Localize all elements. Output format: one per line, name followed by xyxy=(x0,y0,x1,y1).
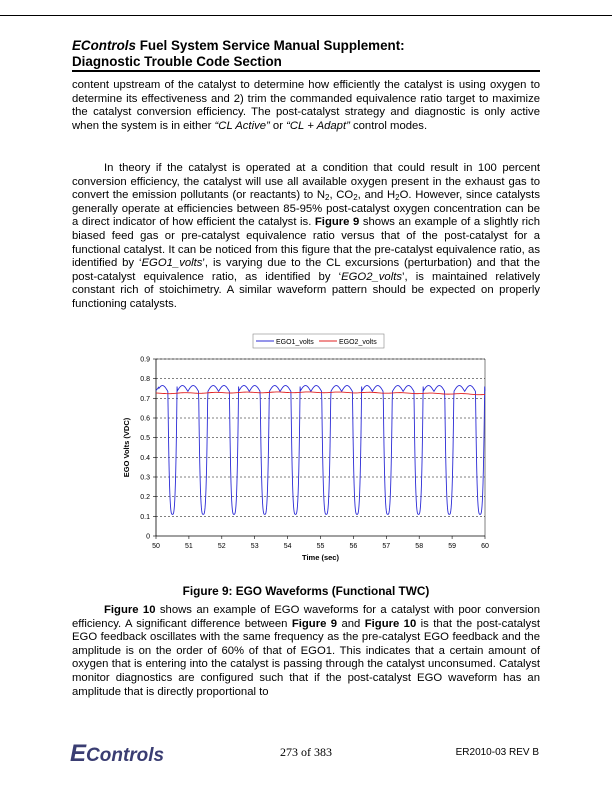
p3-fig9: Figure 9 xyxy=(291,617,338,630)
chart-frame xyxy=(117,332,495,570)
y-tick-label: 0.5 xyxy=(140,435,150,443)
header-subtitle: Diagnostic Trouble Code Section xyxy=(72,54,282,69)
top-rule xyxy=(0,15,612,16)
p3-and: and xyxy=(337,617,365,630)
p2-g: ’, is maintained relatively constant rich of stoichimetry. A similar waveform pattern should be expected on properly functioning catalysts. xyxy=(72,270,540,310)
p2-sub1: 2 xyxy=(325,193,330,203)
paragraph-2 xyxy=(72,162,540,312)
y-tick-label: 0.8 xyxy=(140,376,150,384)
x-axis-label: Time (sec) xyxy=(302,553,339,562)
p1-text-a: content upstream of the catalyst to determine how efficiently the catalyst is using oxygen to determine its effectiveness and 2) trim the commanded equivalence ratio target to maximize the catalyst conversion efficiency. The post-catalyst strategy and diagnostic is only active when the system is in either xyxy=(72,79,540,132)
p2-sub2: 2 xyxy=(353,193,358,203)
p2-fig-ref: Figure 9 xyxy=(314,216,360,229)
x-tick-label: 59 xyxy=(448,543,456,550)
y-tick-label: 0.1 xyxy=(140,513,150,521)
ego-waveform-chart xyxy=(116,331,496,571)
y-axis-label: EGO Volts (VDC) xyxy=(122,417,131,478)
x-tick-label: 51 xyxy=(185,543,193,550)
y-tick-label: 0.9 xyxy=(140,356,150,364)
figure-caption: Figure 9: EGO Waveforms (Functional TWC) xyxy=(182,584,430,598)
p2-ego2: EGO2_volts xyxy=(341,270,402,283)
paragraph-3 xyxy=(72,604,540,699)
header-title-text: Fuel System Service Manual Supplement: xyxy=(135,38,405,53)
y-tick-label: 0.2 xyxy=(140,494,150,502)
paragraph-1 xyxy=(72,79,540,133)
x-tick-label: 52 xyxy=(217,543,226,550)
page-number: 273 of 383 xyxy=(280,745,332,759)
p2-e: shows an example of a slightly rich biased feed gas or pre-catalyst equivalence ratio versus that of the post-catalyst for a functional catalyst. It can be noticed from this figure that the pre-catalyst equivalence ratio, as identified by ‘ xyxy=(72,216,540,270)
logo-text: Controls xyxy=(86,745,165,766)
document-id: ER2010-03 REV B xyxy=(455,747,539,758)
y-tick-label: 0.6 xyxy=(140,415,150,423)
x-tick-label: 55 xyxy=(316,543,325,550)
x-tick-label: 56 xyxy=(349,543,358,550)
p2-f: ’, is varying due to the CL excursions (perturbation) and that the post-catalyst equivalence ratio, as identified by ‘ xyxy=(72,257,540,283)
x-tick-label: 57 xyxy=(382,543,391,550)
x-tick-label: 58 xyxy=(415,543,424,550)
p2-c: , and H xyxy=(357,189,396,202)
legend-label-ego2: EGO2_volts xyxy=(339,339,377,346)
p3-a: shows an example of EGO waveforms for a catalyst with poor conversion efficiency. A significant difference between xyxy=(72,604,540,630)
x-tick-label: 60 xyxy=(481,543,489,550)
p2-b: , CO xyxy=(329,189,354,202)
p3-fig10: Figure 10 xyxy=(104,604,156,616)
header-brand: EControls xyxy=(72,38,136,53)
p2-a: In theory if the catalyst is operated at a condition that could result in 100 percent conversion efficiency, the catalyst will use all available oxygen present in the exhaust gas to convert the emission pollutants (or reactants) to N xyxy=(72,162,540,202)
p2-sub3: 2 xyxy=(395,193,400,203)
p1-mode2: “CL + Adapt” xyxy=(286,119,350,132)
p2-d: O. However, since catalysts generally operate at efficiencies between 85-95% post-catalyst oxygen concentration can be a direct indicator of how efficient the catalyst is. xyxy=(72,189,540,229)
header-rule xyxy=(72,70,540,72)
y-tick-label: 0.3 xyxy=(140,474,150,482)
y-tick-label: 0 xyxy=(146,533,150,541)
x-tick-label: 54 xyxy=(283,543,292,550)
p3-b: is that the post-catalyst EGO feedback oscillates with the same frequency as the pre-catalyst EGO feedback and the amplitude is on the order of 60% of that of EGO1. This indicates that a certain amount of oxygen that is entering into the catalyst is passing through the catalyst unconsumed. Catalyst monitor diagnostics are configured such that if the post-catalyst EGO waveform has an amplitude that is directly proportional to xyxy=(72,617,540,698)
p1-text-b: control modes. xyxy=(349,119,428,132)
header-title xyxy=(72,38,405,54)
p1-mode1: “CL Active” xyxy=(214,119,270,132)
x-tick-label: 53 xyxy=(250,543,259,550)
y-tick-label: 0.4 xyxy=(140,454,150,462)
x-tick-label: 50 xyxy=(152,543,160,550)
logo-e: E xyxy=(70,740,87,767)
page-header xyxy=(72,38,405,70)
p3-fig10b: Figure 10 xyxy=(364,617,417,630)
p1-or: or xyxy=(269,119,287,132)
y-tick-label: 0.7 xyxy=(140,395,150,403)
legend-label-ego1: EGO1_volts xyxy=(276,339,314,346)
p2-ego1: EGO1_volts xyxy=(141,257,203,270)
